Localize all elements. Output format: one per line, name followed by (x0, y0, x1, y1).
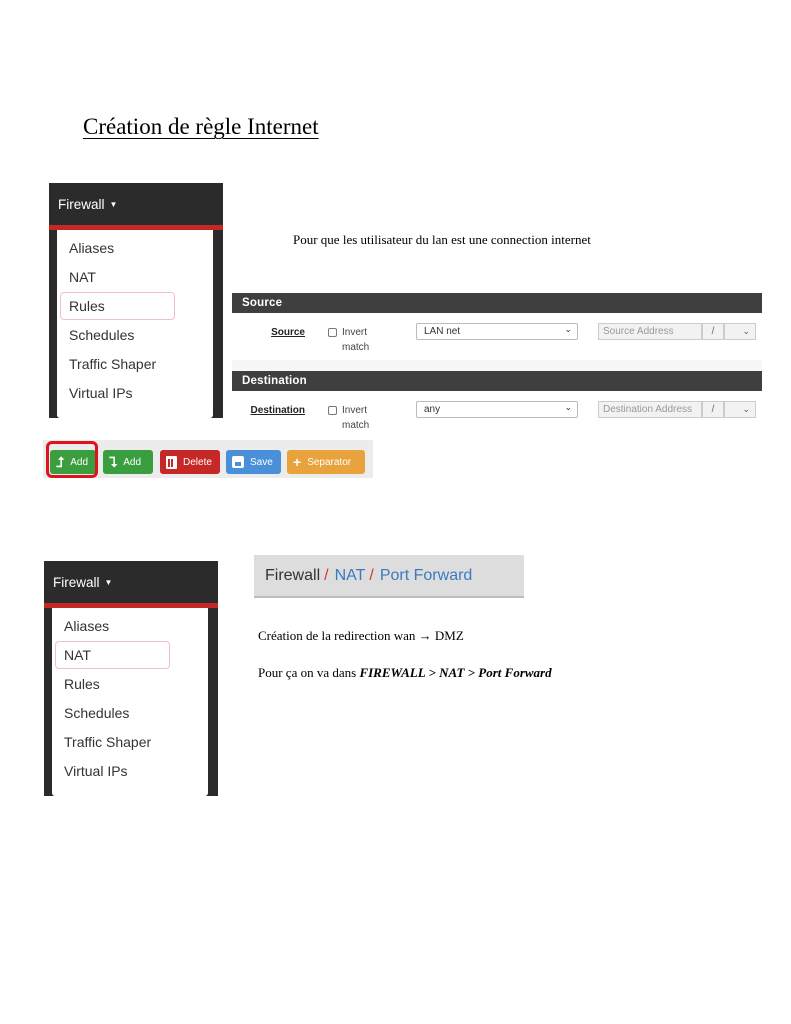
separator-button[interactable] (287, 450, 365, 474)
menu-item-rules[interactable]: Rules (64, 676, 100, 692)
source-slash: / (702, 323, 724, 340)
source-address-input[interactable]: Source Address (598, 323, 702, 340)
firewall-dropdown-menu (52, 608, 208, 796)
rule-form-screenshot (232, 293, 762, 436)
chevron-down-icon: ⌄ (564, 402, 572, 412)
menu-item-virtual-ips[interactable]: Virtual IPs (64, 763, 128, 779)
breadcrumb-separator: / (369, 566, 374, 584)
chevron-down-icon: ⌄ (742, 404, 750, 414)
breadcrumb (254, 555, 524, 598)
add-bottom-button[interactable] (103, 450, 153, 474)
document-title: Création de règle Internet (83, 114, 319, 139)
delete-label: Delete (183, 456, 212, 468)
arrow-up-icon: ⮥ (56, 454, 65, 470)
redirect-paragraph: Création de la redirection wan → DMZ (258, 628, 464, 643)
menu-item-nat[interactable]: NAT (55, 641, 170, 669)
destination-panel-header: Destination (232, 371, 762, 391)
caret-down-icon: ▼ (109, 199, 118, 209)
save-icon (232, 456, 244, 468)
menu-item-aliases[interactable]: Aliases (69, 240, 115, 256)
trash-icon (166, 456, 177, 469)
save-button[interactable] (226, 450, 281, 474)
menu-item-schedules[interactable]: Schedules (69, 327, 135, 343)
breadcrumb-separator: / (324, 566, 329, 584)
add-button-highlight (46, 441, 98, 478)
firewall-menu-toggle[interactable] (49, 183, 223, 225)
arrow-down-icon: ⮧ (109, 454, 118, 470)
destination-address-input[interactable]: Destination Address (598, 401, 702, 418)
source-invert-label: Invert match (342, 327, 370, 353)
firewall-menu-screenshot-rules (49, 183, 223, 418)
firewall-menu-label: Firewall (58, 196, 105, 212)
destination-mask-select[interactable] (724, 401, 756, 418)
breadcrumb-port-forward[interactable]: Port Forward (379, 566, 473, 584)
intro-paragraph: Pour que les utilisateur du lan est une connection internet (293, 232, 591, 247)
menu-item-traffic-shaper[interactable]: Traffic Shaper (64, 734, 152, 750)
destination-slash: / (702, 401, 724, 418)
destination-invert-checkbox[interactable] (328, 406, 337, 415)
source-invert-checkbox[interactable] (328, 328, 337, 337)
path-bold: FIREWALL > NAT > Port Forward (359, 665, 552, 680)
menu-item-virtual-ips[interactable]: Virtual IPs (69, 385, 133, 401)
breadcrumb-nat[interactable]: NAT (334, 566, 366, 584)
source-panel-header: Source (232, 293, 762, 313)
firewall-dropdown-menu (57, 230, 213, 418)
save-label: Save (250, 456, 273, 468)
delete-button[interactable] (160, 450, 220, 474)
separator-label: Separator (307, 456, 352, 468)
add-bottom-label: Add (123, 456, 142, 468)
destination-type-select[interactable] (416, 401, 578, 418)
menu-item-aliases[interactable]: Aliases (64, 618, 110, 634)
chevron-down-icon: ⌄ (742, 326, 750, 336)
menu-item-schedules[interactable]: Schedules (64, 705, 130, 721)
caret-down-icon: ▼ (104, 577, 113, 587)
destination-label: Destination (250, 405, 305, 416)
destination-invert-label: Invert match (342, 405, 370, 431)
chevron-down-icon: ⌄ (564, 324, 572, 334)
menu-item-rules[interactable]: Rules (60, 292, 175, 320)
add-top-label: Add (70, 456, 89, 468)
firewall-menu-toggle[interactable] (44, 561, 218, 603)
firewall-menu-screenshot-nat (44, 561, 218, 796)
plus-icon: + (293, 454, 302, 470)
path-prefix: Pour ça on va dans (258, 665, 360, 680)
path-paragraph (258, 665, 552, 681)
source-row (232, 313, 762, 360)
menu-item-traffic-shaper[interactable]: Traffic Shaper (69, 356, 157, 372)
source-type-select[interactable] (416, 323, 578, 340)
source-type-value: LAN net (424, 326, 461, 337)
firewall-menu-label: Firewall (53, 574, 100, 590)
source-label: Source (271, 327, 305, 338)
destination-type-value: any (424, 404, 441, 415)
source-mask-select[interactable] (724, 323, 756, 340)
destination-row (232, 391, 762, 436)
breadcrumb-firewall[interactable]: Firewall (265, 566, 321, 584)
menu-item-nat[interactable]: NAT (69, 269, 96, 285)
